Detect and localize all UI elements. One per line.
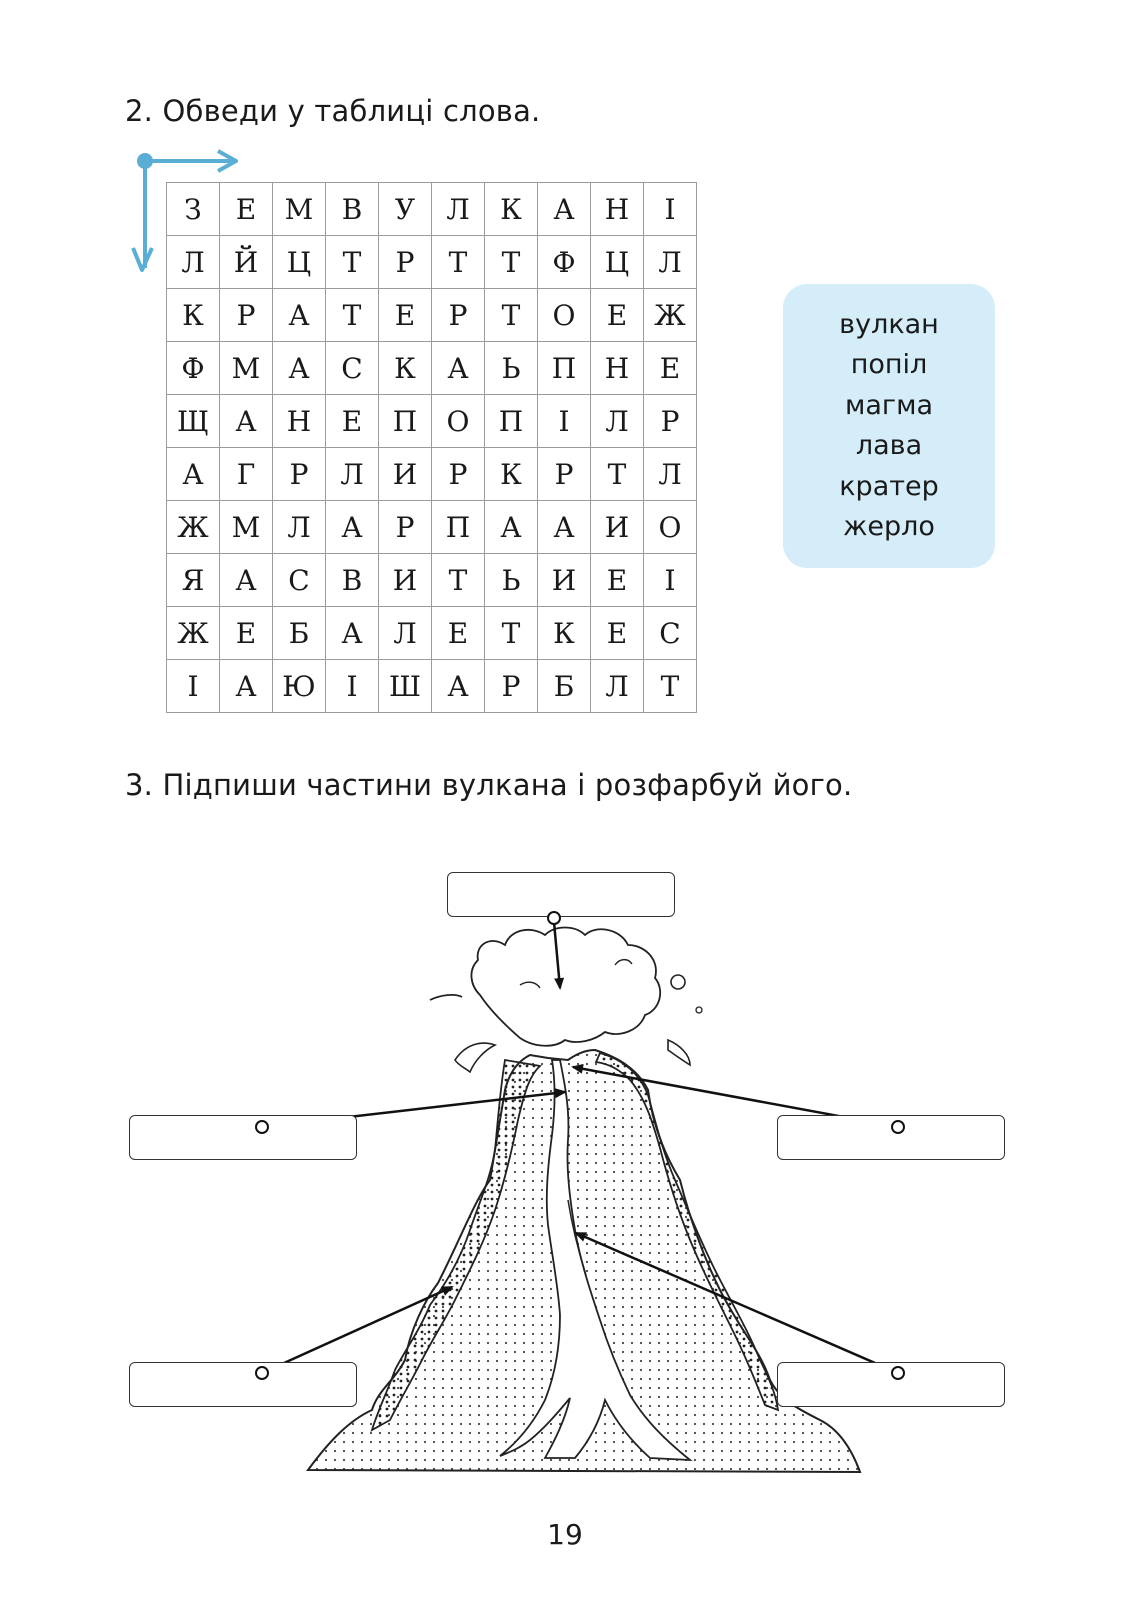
grid-cell[interactable]: Р: [432, 289, 485, 342]
grid-row: [167, 342, 697, 395]
grid-cell[interactable]: Ф: [167, 342, 220, 395]
eruption-cloud: [471, 928, 660, 1046]
page-number: 19: [547, 1518, 583, 1551]
grid-cell[interactable]: Е: [432, 607, 485, 660]
grid-cell[interactable]: Ц: [591, 236, 644, 289]
label-box-left-upper[interactable]: [129, 1115, 357, 1160]
grid-cell[interactable]: І: [538, 395, 591, 448]
grid-row: [167, 554, 697, 607]
grid-cell[interactable]: Л: [273, 501, 326, 554]
task-2-title: 2. Обведи у таблиці слова.: [125, 94, 541, 128]
grid-cell[interactable]: І: [326, 660, 379, 713]
grid-cell[interactable]: А: [485, 501, 538, 554]
grid-cell[interactable]: Ж: [644, 289, 697, 342]
grid-cell[interactable]: А: [432, 342, 485, 395]
grid-cell[interactable]: Ю: [273, 660, 326, 713]
grid-cell[interactable]: Т: [644, 660, 697, 713]
grid-cell[interactable]: К: [379, 342, 432, 395]
grid-cell[interactable]: Л: [591, 660, 644, 713]
grid-row: [167, 607, 697, 660]
grid-cell[interactable]: Л: [644, 448, 697, 501]
grid-cell[interactable]: Ж: [167, 501, 220, 554]
grid-cell[interactable]: П: [485, 395, 538, 448]
grid-cell[interactable]: А: [326, 501, 379, 554]
grid-cell[interactable]: И: [379, 448, 432, 501]
label-box-top[interactable]: [447, 872, 675, 917]
grid-cell[interactable]: А: [273, 289, 326, 342]
grid-cell[interactable]: Т: [485, 607, 538, 660]
grid-cell[interactable]: Й: [220, 236, 273, 289]
word-list-box: [783, 284, 995, 568]
grid-cell[interactable]: Е: [591, 554, 644, 607]
grid-cell[interactable]: І: [644, 183, 697, 236]
grid-cell[interactable]: Е: [379, 289, 432, 342]
grid-cell[interactable]: Щ: [167, 395, 220, 448]
grid-cell[interactable]: Т: [326, 289, 379, 342]
grid-cell[interactable]: Т: [432, 236, 485, 289]
grid-cell[interactable]: К: [167, 289, 220, 342]
grid-cell[interactable]: Ь: [485, 342, 538, 395]
grid-cell[interactable]: Р: [379, 236, 432, 289]
task-3-title: 3. Підпиши частини вулкана і розфарбуй його.: [125, 768, 853, 802]
grid-cell[interactable]: Р: [273, 448, 326, 501]
grid-cell[interactable]: О: [538, 289, 591, 342]
grid-cell[interactable]: Л: [379, 607, 432, 660]
grid-cell[interactable]: Е: [220, 183, 273, 236]
grid-cell[interactable]: К: [485, 183, 538, 236]
grid-cell[interactable]: И: [379, 554, 432, 607]
grid-cell[interactable]: А: [538, 501, 591, 554]
grid-cell[interactable]: Н: [273, 395, 326, 448]
grid-cell[interactable]: В: [326, 183, 379, 236]
grid-cell[interactable]: Т: [591, 448, 644, 501]
word-list-item: вулкан: [839, 308, 939, 340]
grid-cell[interactable]: У: [379, 183, 432, 236]
grid-cell[interactable]: Б: [273, 607, 326, 660]
grid-row: [167, 183, 697, 236]
grid-row: [167, 501, 697, 554]
word-list-item: кратер: [839, 470, 939, 502]
grid-cell[interactable]: Л: [644, 236, 697, 289]
grid-row: [167, 236, 697, 289]
grid-cell[interactable]: К: [485, 448, 538, 501]
grid-cell[interactable]: П: [379, 395, 432, 448]
word-list-item: лава: [855, 430, 923, 461]
grid-cell[interactable]: Ь: [485, 554, 538, 607]
grid-cell[interactable]: Т: [432, 554, 485, 607]
grid-cell[interactable]: Я: [167, 554, 220, 607]
grid-cell[interactable]: В: [326, 554, 379, 607]
word-search-grid: [166, 182, 697, 713]
grid-cell[interactable]: И: [538, 554, 591, 607]
grid-cell[interactable]: П: [432, 501, 485, 554]
grid-cell[interactable]: Е: [644, 342, 697, 395]
grid-cell[interactable]: Е: [326, 395, 379, 448]
grid-cell[interactable]: Л: [591, 395, 644, 448]
grid-cell[interactable]: Ж: [167, 607, 220, 660]
grid-cell[interactable]: А: [220, 660, 273, 713]
grid-cell[interactable]: Л: [326, 448, 379, 501]
grid-cell[interactable]: Р: [538, 448, 591, 501]
grid-cell[interactable]: А: [167, 448, 220, 501]
grid-cell[interactable]: Ц: [273, 236, 326, 289]
grid-row: [167, 448, 697, 501]
grid-cell[interactable]: Ш: [379, 660, 432, 713]
grid-cell[interactable]: Г: [220, 448, 273, 501]
grid-cell[interactable]: С: [273, 554, 326, 607]
grid-cell[interactable]: М: [220, 501, 273, 554]
label-box-right-upper[interactable]: [777, 1115, 1005, 1160]
grid-cell[interactable]: Т: [485, 236, 538, 289]
grid-cell[interactable]: Л: [432, 183, 485, 236]
grid-cell[interactable]: А: [538, 183, 591, 236]
grid-row: [167, 289, 697, 342]
label-box-left-lower[interactable]: [129, 1362, 357, 1407]
grid-cell[interactable]: І: [167, 660, 220, 713]
grid-cell[interactable]: Е: [591, 607, 644, 660]
grid-cell[interactable]: А: [220, 554, 273, 607]
grid-cell[interactable]: М: [220, 342, 273, 395]
grid-cell[interactable]: Т: [485, 289, 538, 342]
grid-cell[interactable]: Р: [432, 448, 485, 501]
grid-row: [167, 660, 697, 713]
grid-cell[interactable]: Е: [220, 607, 273, 660]
grid-cell[interactable]: А: [432, 660, 485, 713]
grid-cell[interactable]: Н: [591, 183, 644, 236]
grid-cell[interactable]: О: [644, 501, 697, 554]
grid-row: [167, 395, 697, 448]
grid-cell[interactable]: Р: [379, 501, 432, 554]
word-list-item: магма: [844, 389, 933, 421]
word-list-item: жерло: [843, 511, 935, 542]
grid-cell[interactable]: И: [591, 501, 644, 554]
grid-cell[interactable]: Т: [326, 236, 379, 289]
grid-cell[interactable]: Е: [591, 289, 644, 342]
grid-cell[interactable]: А: [220, 395, 273, 448]
word-list-item: попіл: [850, 349, 928, 380]
grid-cell[interactable]: М: [273, 183, 326, 236]
grid-cell[interactable]: Л: [167, 236, 220, 289]
grid-cell[interactable]: Н: [591, 342, 644, 395]
grid-cell[interactable]: П: [538, 342, 591, 395]
grid-cell[interactable]: З: [167, 183, 220, 236]
grid-cell[interactable]: С: [644, 607, 697, 660]
grid-cell[interactable]: К: [538, 607, 591, 660]
grid-cell[interactable]: Р: [220, 289, 273, 342]
grid-cell[interactable]: С: [326, 342, 379, 395]
grid-cell[interactable]: Р: [644, 395, 697, 448]
grid-cell[interactable]: О: [432, 395, 485, 448]
grid-cell[interactable]: А: [273, 342, 326, 395]
grid-cell[interactable]: Р: [485, 660, 538, 713]
grid-cell[interactable]: А: [326, 607, 379, 660]
grid-cell[interactable]: Ф: [538, 236, 591, 289]
label-box-right-lower[interactable]: [777, 1362, 1005, 1407]
grid-cell[interactable]: Б: [538, 660, 591, 713]
grid-cell[interactable]: І: [644, 554, 697, 607]
